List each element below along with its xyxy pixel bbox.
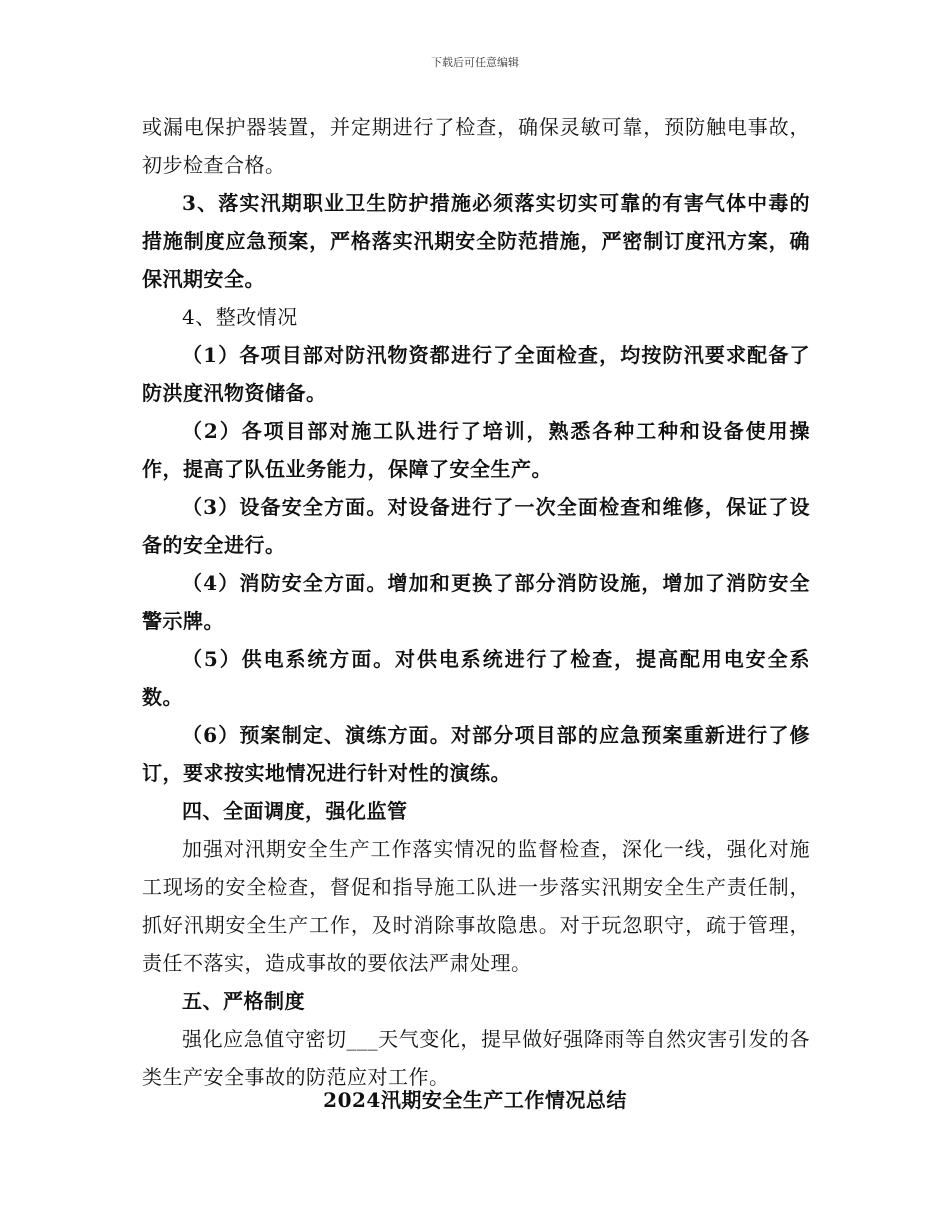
header-note: 下载后可任意编辑 <box>431 56 519 69</box>
document-body <box>142 108 810 1096</box>
list-item: （2）各项目部对施工队进行了培训，熟悉各种工种和设备使用操作，提高了队伍业务能力，保障了安全生产。 <box>142 419 810 481</box>
paragraph: 或漏电保护器装置，并定期进行了检查，确保灵敏可靠，预防触电事故，初步检查合格。 <box>142 115 810 177</box>
section-heading: 4、整改情况 <box>182 305 298 329</box>
list-item: （5）供电系统方面。对供电系统进行了检查，提高配用电安全系数。 <box>142 647 810 709</box>
paragraph: 强化应急值守密切___天气变化，提早做好强降雨等自然灾害引发的各类生产安全事故的防范应对工作。 <box>142 1027 810 1089</box>
paragraph: 加强对汛期安全生产工作落实情况的监督检查，深化一线，强化对施工现场的安全检查，督促和指导施工队进一步落实汛期安全生产责任制，抓好汛期安全生产工作，及时消除事故隐患。对于玩忽职守，疏于管理，责任不落实，造成事故的要依法严肃处理。 <box>142 837 810 975</box>
paragraph: 3、落实汛期职业卫生防护措施必须落实切实可靠的有害气体中毒的措施制度应急预案，严格落实汛期安全防范措施，严密制订度汛方案，确保汛期安全。 <box>142 191 810 291</box>
section-heading: 四、全面调度，强化监管 <box>182 799 408 823</box>
list-item: （6）预案制定、演练方面。对部分项目部的应急预案重新进行了修订，要求按实地情况进行针对性的演练。 <box>142 723 810 785</box>
list-item: （3）设备安全方面。对设备进行了一次全面检查和维修，保证了设备的安全进行。 <box>142 495 810 557</box>
document-title: 2024汛期安全生产工作情况总结 <box>323 1088 627 1112</box>
section-heading: 五、严格制度 <box>182 989 305 1013</box>
list-item: （1）各项目部对防汛物资都进行了全面检查，均按防汛要求配备了防洪度汛物资储备。 <box>142 343 810 405</box>
list-item: （4）消防安全方面。增加和更换了部分消防设施，增加了消防安全警示牌。 <box>142 571 810 633</box>
